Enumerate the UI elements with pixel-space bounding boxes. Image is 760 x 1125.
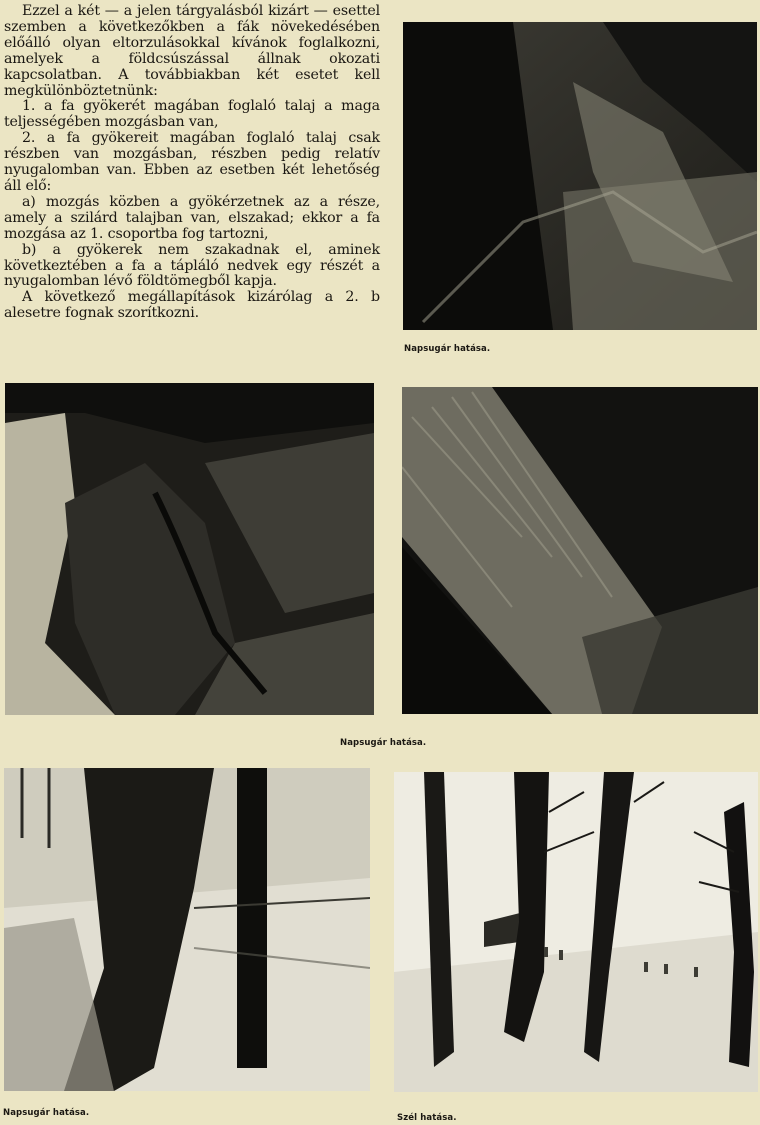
photo-wind-effect [394,772,758,1092]
figure-caption: Napsugár hatása. [3,1108,90,1118]
photo-sunlight-effect-1 [403,22,757,330]
photo-image [4,768,370,1091]
article-text [4,4,380,322]
article-paragraph: A következő megállapítások kizárólag a 2. b alesetre fognak szorítkozni. [4,289,380,322]
photo-image [394,772,758,1092]
photo-image [5,383,374,715]
article-paragraph: a) mozgás közben a gyökérzetnek az a része, amely a szilárd talajban van, elszakad; ekkor a fa mozgása az 1. csoportba fog tartozni, [4,193,380,242]
article-paragraph: b) a gyökerek nem szakadnak el, aminek következtében a fa a tápláló nedvek egy részét a nyugalomban lévő földtömegből kapja. [4,241,380,290]
photo-image [403,22,757,330]
photo-sunlight-effect-4 [4,768,370,1091]
figure-caption: Napsugár hatása. [404,344,491,354]
article-paragraph: 1. a fa gyökerét magában foglaló talaj a maga teljességében mozgásban van, [4,98,380,131]
photo-sunlight-effect-2 [5,383,374,715]
article-paragraph: Ezzel a két — a jelen tárgyalásból kizárt — esettel szemben a következőkben a fák növekedésében előálló olyan eltorzulásokkal kívánok foglalkozni, amelyek a földcsúszással állnak okozati kapcsolatban. A továbbiakban két esetet kell megkülönböztetnünk: [4,3,380,99]
figure-caption: Szél hatása. [397,1113,457,1123]
photo-sunlight-effect-3 [402,387,758,714]
figure-caption: Napsugár hatása. [340,738,427,748]
photo-image [402,387,758,714]
article-paragraph: 2. a fa gyökereit magában foglaló talaj csak részben van mozgásban, részben pedig relatív nyugalomban van. Ebben az esetben két lehetőség áll elő: [4,130,380,194]
